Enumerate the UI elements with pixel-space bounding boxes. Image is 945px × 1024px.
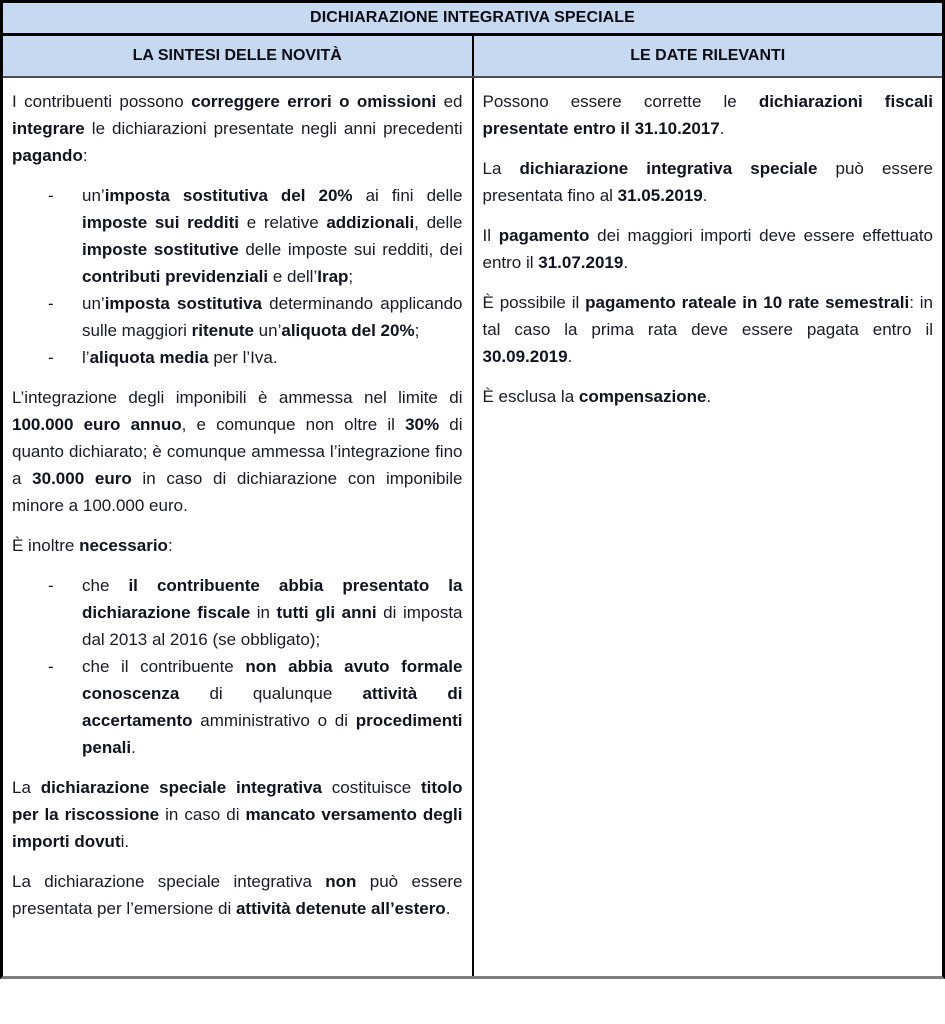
list-item [12,182,463,290]
text-run: : [82,146,88,165]
bold-text-run: necessario [79,536,168,555]
dash-list [12,572,463,761]
column-header-sintesi: LA SINTESI DELLE NOVITÀ [132,47,342,64]
text-run: in caso di dichiarazione con imponibile minore a 100.000 euro. [12,469,463,515]
table-content-row [3,78,942,976]
bold-text-run: aliquota del 20% [281,321,415,340]
text-run: La dichiarazione speciale integrativa [12,872,326,891]
bold-text-run: pagando [12,146,83,165]
text-run: . [567,347,573,366]
bold-text-run: Irap [317,267,349,286]
dash-bullet: - [48,576,54,595]
text-run: . [702,186,708,205]
bold-text-run: ritenute [191,321,254,340]
text-run: L’integrazione degli imponibili è ammessa nel limite di [12,388,463,407]
text-run: ; [414,321,420,340]
bold-text-run: titolo per la riscossione [12,778,463,824]
list-item-text [82,572,463,653]
bold-text-run: non [325,872,357,891]
paragraph [12,774,463,855]
column-content-1 [472,78,943,976]
text-run: di qualunque [179,684,363,703]
list-item [12,344,463,371]
bold-text-run: pagamento [498,226,590,245]
paragraph [483,289,934,370]
bold-text-run: 31.05.2019 [617,186,703,205]
paragraph [483,88,934,142]
text-run: La [482,159,520,178]
text-run: ed [436,92,463,111]
paragraph [12,88,463,169]
text-run: ai fini delle [352,186,463,205]
text-run: . [623,253,629,272]
bold-text-run: procedimenti penali [82,711,463,757]
list-item [12,572,463,653]
text-run: amministrativo o di [192,711,356,730]
paragraph [483,222,934,276]
bold-text-run: il contribuente abbia presentato la dichiarazione fiscale [82,576,463,622]
table-header-row [3,36,942,78]
paragraph [12,384,463,519]
bold-text-run: non abbia avuto formale conoscenza [82,657,463,703]
paragraph [483,155,934,209]
text-run: , e comunque non oltre il [181,415,406,434]
bold-text-run: imposta sostitutiva del 20% [104,186,353,205]
bold-text-run: pagamento rateale in 10 rate semestrali [585,293,910,312]
bold-text-run: tutti gli anni [276,603,377,622]
bold-text-run: 30.09.2019 [482,347,568,366]
bold-text-run: integrare [12,119,85,138]
bold-text-run: mancato versamento degli importi dovut [12,805,463,851]
text-run: può essere presentata per l’emersione di [12,872,463,918]
bold-text-run: imposta sostitutiva [104,294,263,313]
bold-text-run: dichiarazione integrativa speciale [519,159,818,178]
text-run: La [12,778,41,797]
column-content-0 [3,78,472,976]
text-run: È esclusa la [482,387,579,406]
text-run: e relative [239,213,327,232]
text-run: . [719,119,725,138]
text-run: dei maggiori importi deve essere effettuato entro il [482,226,933,272]
text-run: determinando applicando sulle maggiori [82,294,463,340]
bold-text-run: 31.07.2019 [538,253,624,272]
text-run: delle imposte sui redditi, dei [238,240,463,259]
text-run: può essere presentata fino al [482,159,933,205]
table-title: DICHIARAZIONE INTEGRATIVA SPECIALE [3,3,942,36]
text-run: I contribuenti possono [12,92,192,111]
bold-text-run: imposte sostitutive [82,240,239,259]
paragraph [12,868,463,922]
text-run: un’ [253,321,282,340]
bold-text-run: correggere errori o omissioni [191,92,437,111]
text-run: le dichiarazioni presentate negli anni precedenti [84,119,463,138]
dash-list [12,182,463,371]
bold-text-run: attività di accertamento [82,684,463,730]
text-run: per l’Iva. [208,348,278,367]
text-run: Possono essere corrette le [482,92,759,111]
bold-text-run: contributi previdenziali [82,267,269,286]
text-run: ; [348,267,354,286]
text-run: È inoltre [12,536,80,555]
bold-text-run: dichiarazione speciale integrativa [40,778,322,797]
bold-text-run: dichiarazioni fiscali presentate entro il 31.10.2017 [482,92,933,138]
column-header-date: LE DATE RILEVANTI [472,36,943,76]
dash-bullet: - [48,657,54,676]
text-run: , delle [414,213,463,232]
text-run: l’ [82,348,90,367]
paragraph [12,532,463,559]
dash-bullet: - [48,186,54,205]
list-item [12,653,463,761]
text-run: costituisce [322,778,421,797]
bold-text-run: imposte sui redditi [82,213,240,232]
text-run: e dell’ [268,267,318,286]
text-run: un’ [82,186,105,205]
list-item-text [82,290,463,344]
bold-text-run: 30% [405,415,440,434]
list-item-text [82,653,463,761]
text-run: . [131,738,136,757]
text-run: un’ [82,294,105,313]
bold-text-run: addizionali [326,213,415,232]
text-run: : in tal caso la prima rata deve essere pagata entro il [482,293,933,339]
text-run: di imposta dal 2013 al 2016 (se obbligato); [82,603,463,649]
text-run: . [445,899,451,918]
dash-bullet: - [48,294,54,313]
text-run: . [706,387,712,406]
bold-text-run: aliquota media [89,348,209,367]
text-run: È possibile il [482,293,586,312]
text-run: in caso di [159,805,246,824]
text-run: Il [482,226,499,245]
text-run: di quanto dichiarato; è comunque ammessa l’integrazione fino a [12,415,463,488]
text-run: che [82,576,129,595]
list-item [12,290,463,344]
text-run: in [250,603,277,622]
bold-text-run: 30.000 euro [32,469,132,488]
bold-text-run: compensazione [578,387,707,406]
text-run: che il contribuente [82,657,246,676]
text-run: : [167,536,173,555]
list-item-text [82,344,463,371]
list-item-text [82,182,463,290]
text-run: i. [120,832,130,851]
dash-bullet: - [48,348,54,367]
paragraph [483,383,934,410]
bold-text-run: attività detenute all’estero [235,899,446,918]
bold-text-run: 100.000 euro annuo [12,415,182,434]
